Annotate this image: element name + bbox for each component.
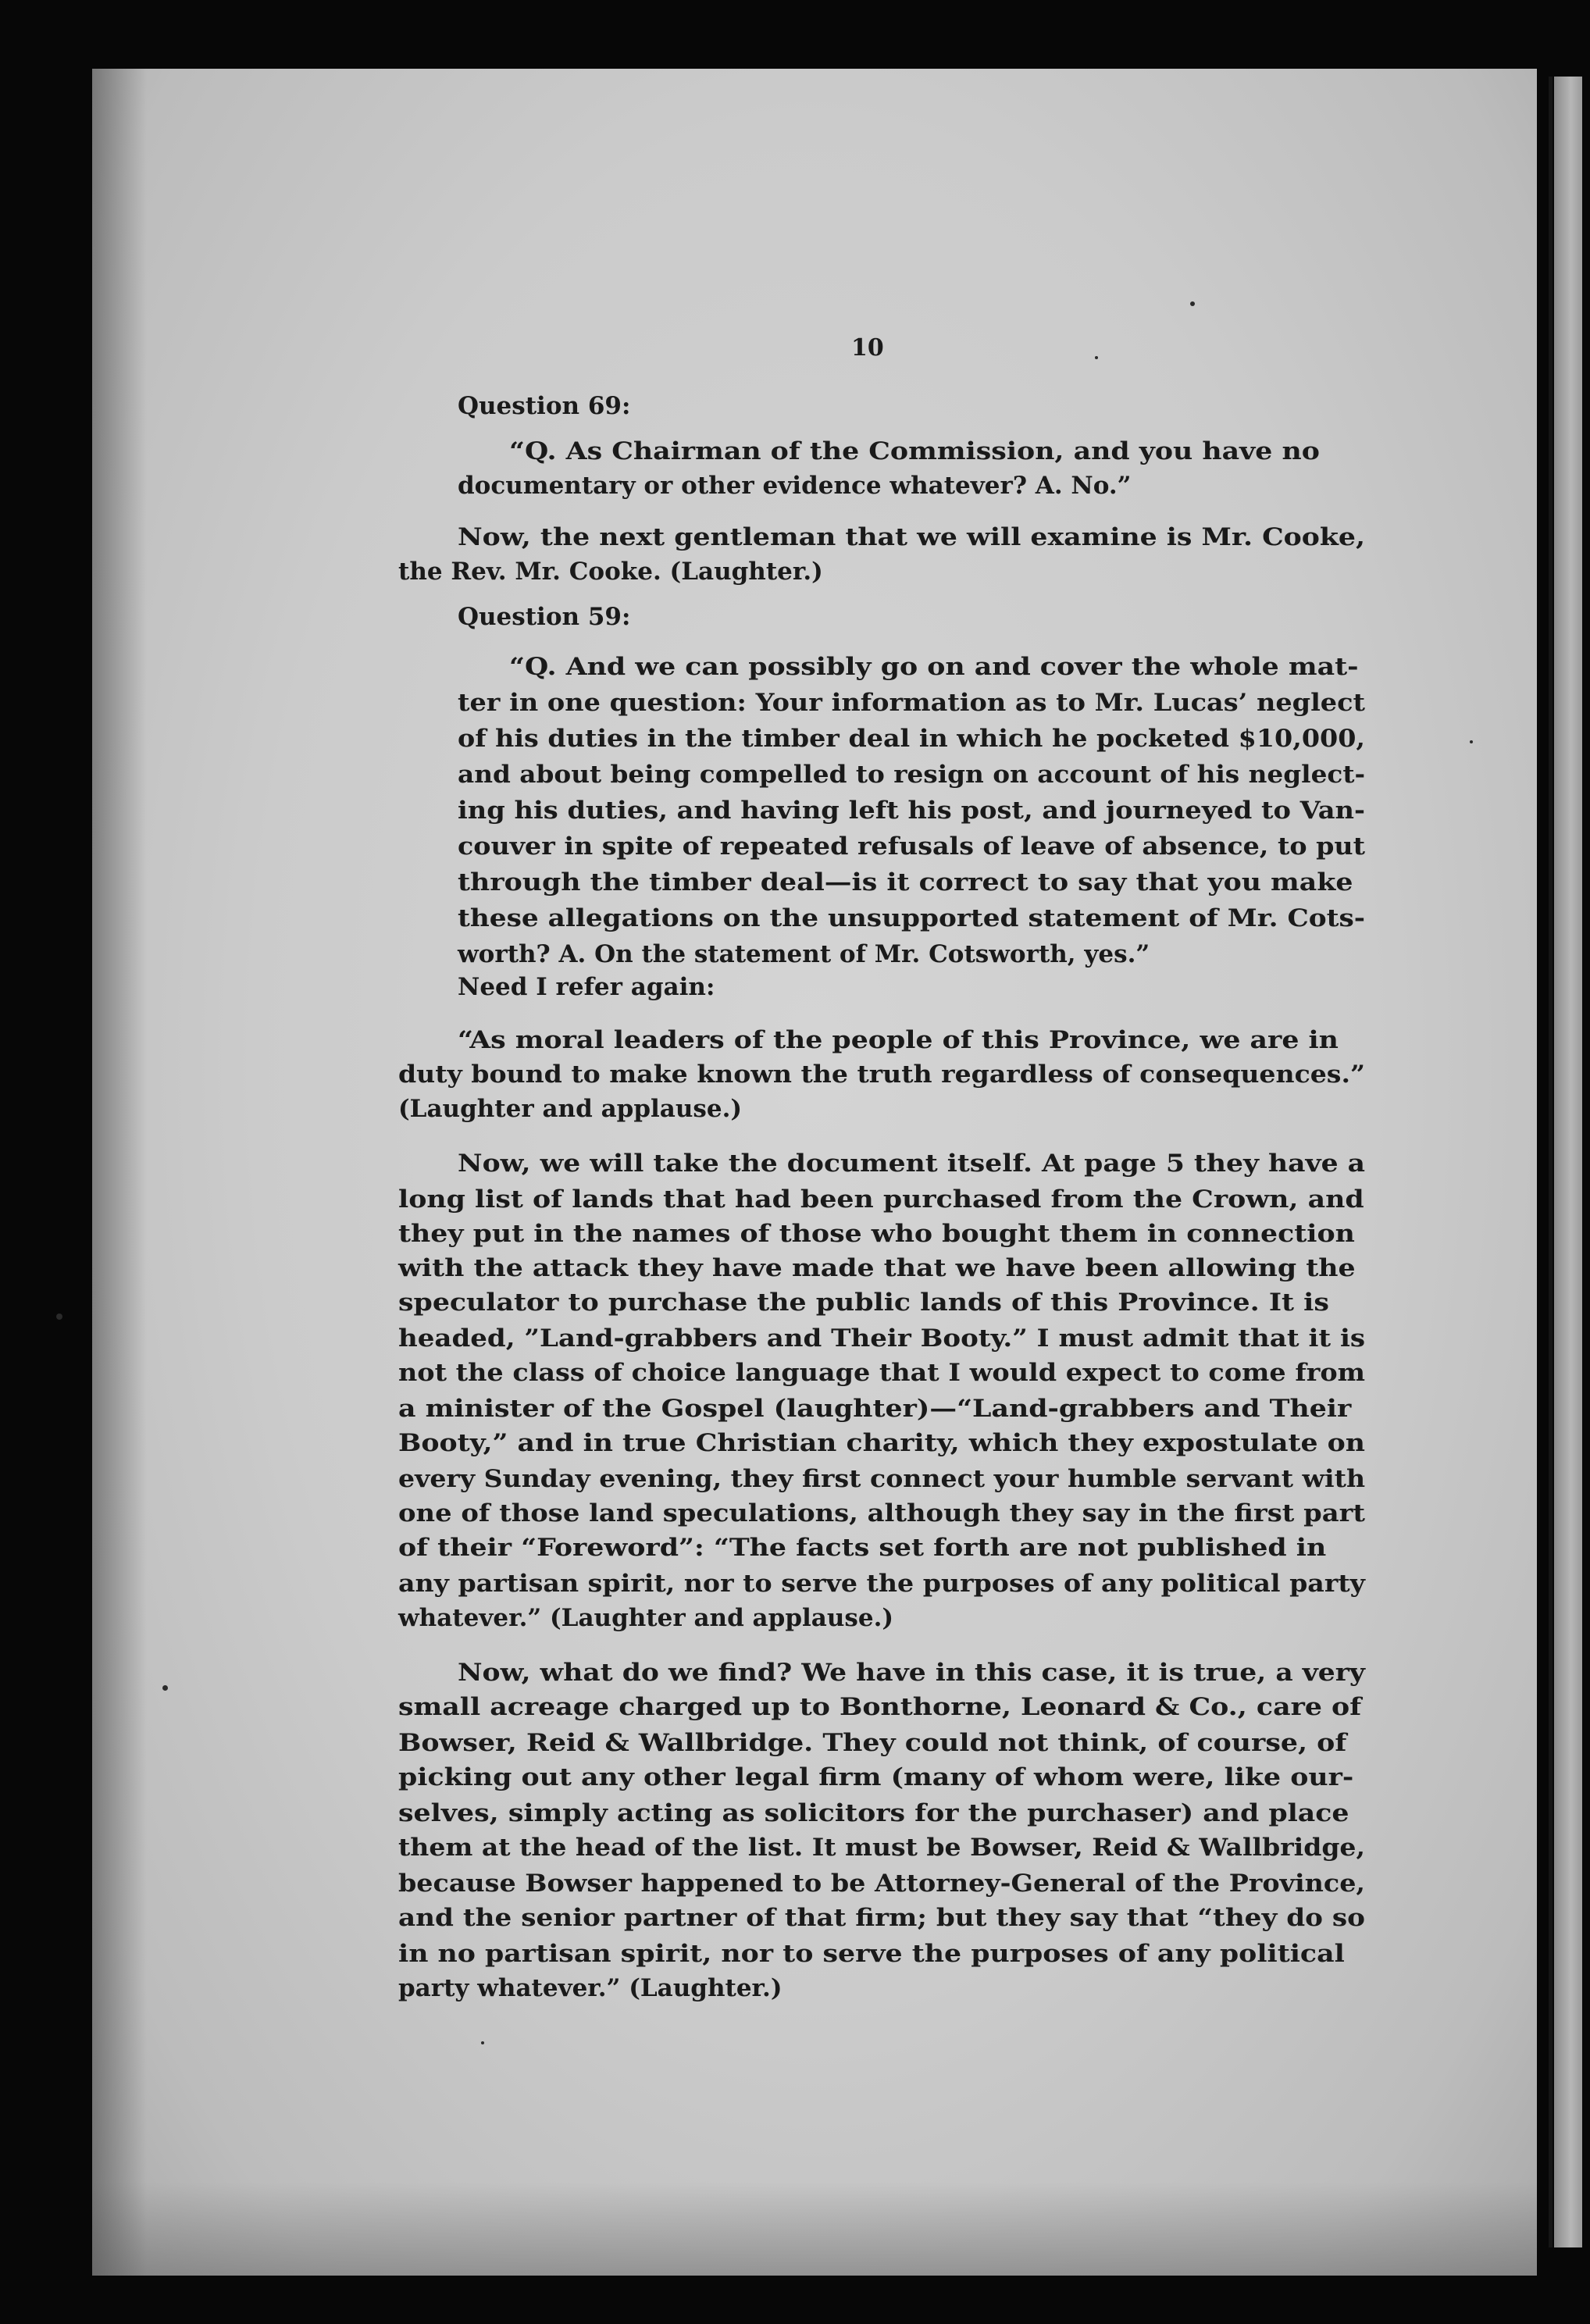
- text-line: documentary or other evidence whatever? A. No.”: [458, 472, 1132, 500]
- text-line: worth? A. On the statement of Mr. Cotsworth, yes.”: [458, 940, 1150, 968]
- scan-speck: [481, 2041, 484, 2044]
- text-line: one of those land speculations, although they say in the first part: [398, 1499, 1365, 1527]
- scan-speck: [1470, 740, 1473, 743]
- text-line: every Sunday evening, they first connect your humble servant with: [398, 1465, 1366, 1493]
- scan-speck: [56, 1313, 62, 1320]
- scan-speck: [1095, 356, 1098, 359]
- text-line: selves, simply acting as solicitors for the purchaser) and place: [398, 1799, 1349, 1827]
- text-line: of his duties in the timber deal in which he pocketed $10,000,: [458, 725, 1365, 753]
- text-line: Booty,” and in true Christian charity, which they expostulate on: [398, 1429, 1366, 1457]
- text-line: headed, ”Land-grabbers and Their Booty.” I must admit that it is: [398, 1324, 1366, 1353]
- text-line: and about being compelled to resign on account of his neglect-: [458, 761, 1366, 789]
- text-line: and the senior partner of that firm; but they say that “they do so: [398, 1904, 1365, 1932]
- text-line: small acreage charged up to Bonthorne, Leonard & Co., care of: [398, 1693, 1362, 1721]
- text-line: Now, we will take the document itself. At page 5 they have a: [458, 1150, 1366, 1178]
- next-page-edge: [1554, 77, 1582, 2247]
- text-line: speculator to purchase the public lands of this Province. It is: [398, 1289, 1329, 1317]
- text-line: Need I refer again:: [458, 973, 715, 1001]
- text-line: Bowser, Reid & Wallbridge. They could not think, of course, of: [398, 1729, 1347, 1757]
- text-line: because Bowser happened to be Attorney-General of the Province,: [398, 1870, 1366, 1898]
- text-line: duty bound to make known the truth regardless of consequences.”: [398, 1060, 1366, 1089]
- text-line: picking out any other legal firm (many of whom were, like our-: [398, 1763, 1354, 1791]
- text-line: these allegations on the unsupported statement of Mr. Cots-: [458, 904, 1365, 932]
- text-line: a minister of the Gospel (laughter)—“Land-grabbers and Their: [398, 1395, 1352, 1423]
- text-line: Question 69:: [458, 392, 631, 420]
- page-number: 10: [851, 334, 884, 362]
- text-line: not the class of choice language that I would expect to come from: [398, 1359, 1365, 1387]
- text-line: through the timber deal—is it correct to say that you make: [458, 868, 1353, 896]
- text-line: ter in one question: Your information as to Mr. Lucas’ neglect: [458, 689, 1366, 717]
- text-line: ing his duties, and having left his post, and journeyed to Van-: [458, 797, 1365, 825]
- text-line: any partisan spirit, nor to serve the purposes of any political party: [398, 1570, 1365, 1598]
- text-line: in no partisan spirit, nor to serve the purposes of any political: [398, 1940, 1345, 1968]
- text-line: of their “Foreword”: “The facts set forth are not published in: [398, 1534, 1327, 1562]
- text-line: Now, what do we find? We have in this case, it is true, a very: [458, 1659, 1366, 1687]
- text-line: “Q. And we can possibly go on and cover the whole mat-: [509, 653, 1359, 681]
- text-line: (Laughter and applause.): [398, 1095, 743, 1123]
- text-line: “Q. As Chairman of the Commission, and you have no: [509, 437, 1320, 465]
- text-line: Question 59:: [458, 603, 631, 631]
- text-line: whatever.” (Laughter and applause.): [398, 1604, 894, 1632]
- text-line: long list of lands that had been purchased from the Crown, and: [398, 1185, 1364, 1214]
- text-line: with the attack they have made that we have been allowing the: [398, 1254, 1356, 1282]
- scan-speck: [1190, 301, 1195, 306]
- text-line: they put in the names of those who bought them in connection: [398, 1220, 1355, 1248]
- text-line: them at the head of the list. It must be Bowser, Reid & Wallbridge,: [398, 1834, 1365, 1862]
- page-edge-shadow: [1549, 77, 1553, 2247]
- text-line: Now, the next gentleman that we will examine is Mr. Cooke,: [458, 523, 1366, 551]
- text-line: “As moral leaders of the people of this Province, we are in: [458, 1026, 1339, 1054]
- scan-speck: [162, 1685, 168, 1691]
- text-line: the Rev. Mr. Cooke. (Laughter.): [398, 558, 823, 586]
- text-line: couver in spite of repeated refusals of leave of absence, to put: [458, 832, 1366, 861]
- text-line: party whatever.” (Laughter.): [398, 1974, 783, 2002]
